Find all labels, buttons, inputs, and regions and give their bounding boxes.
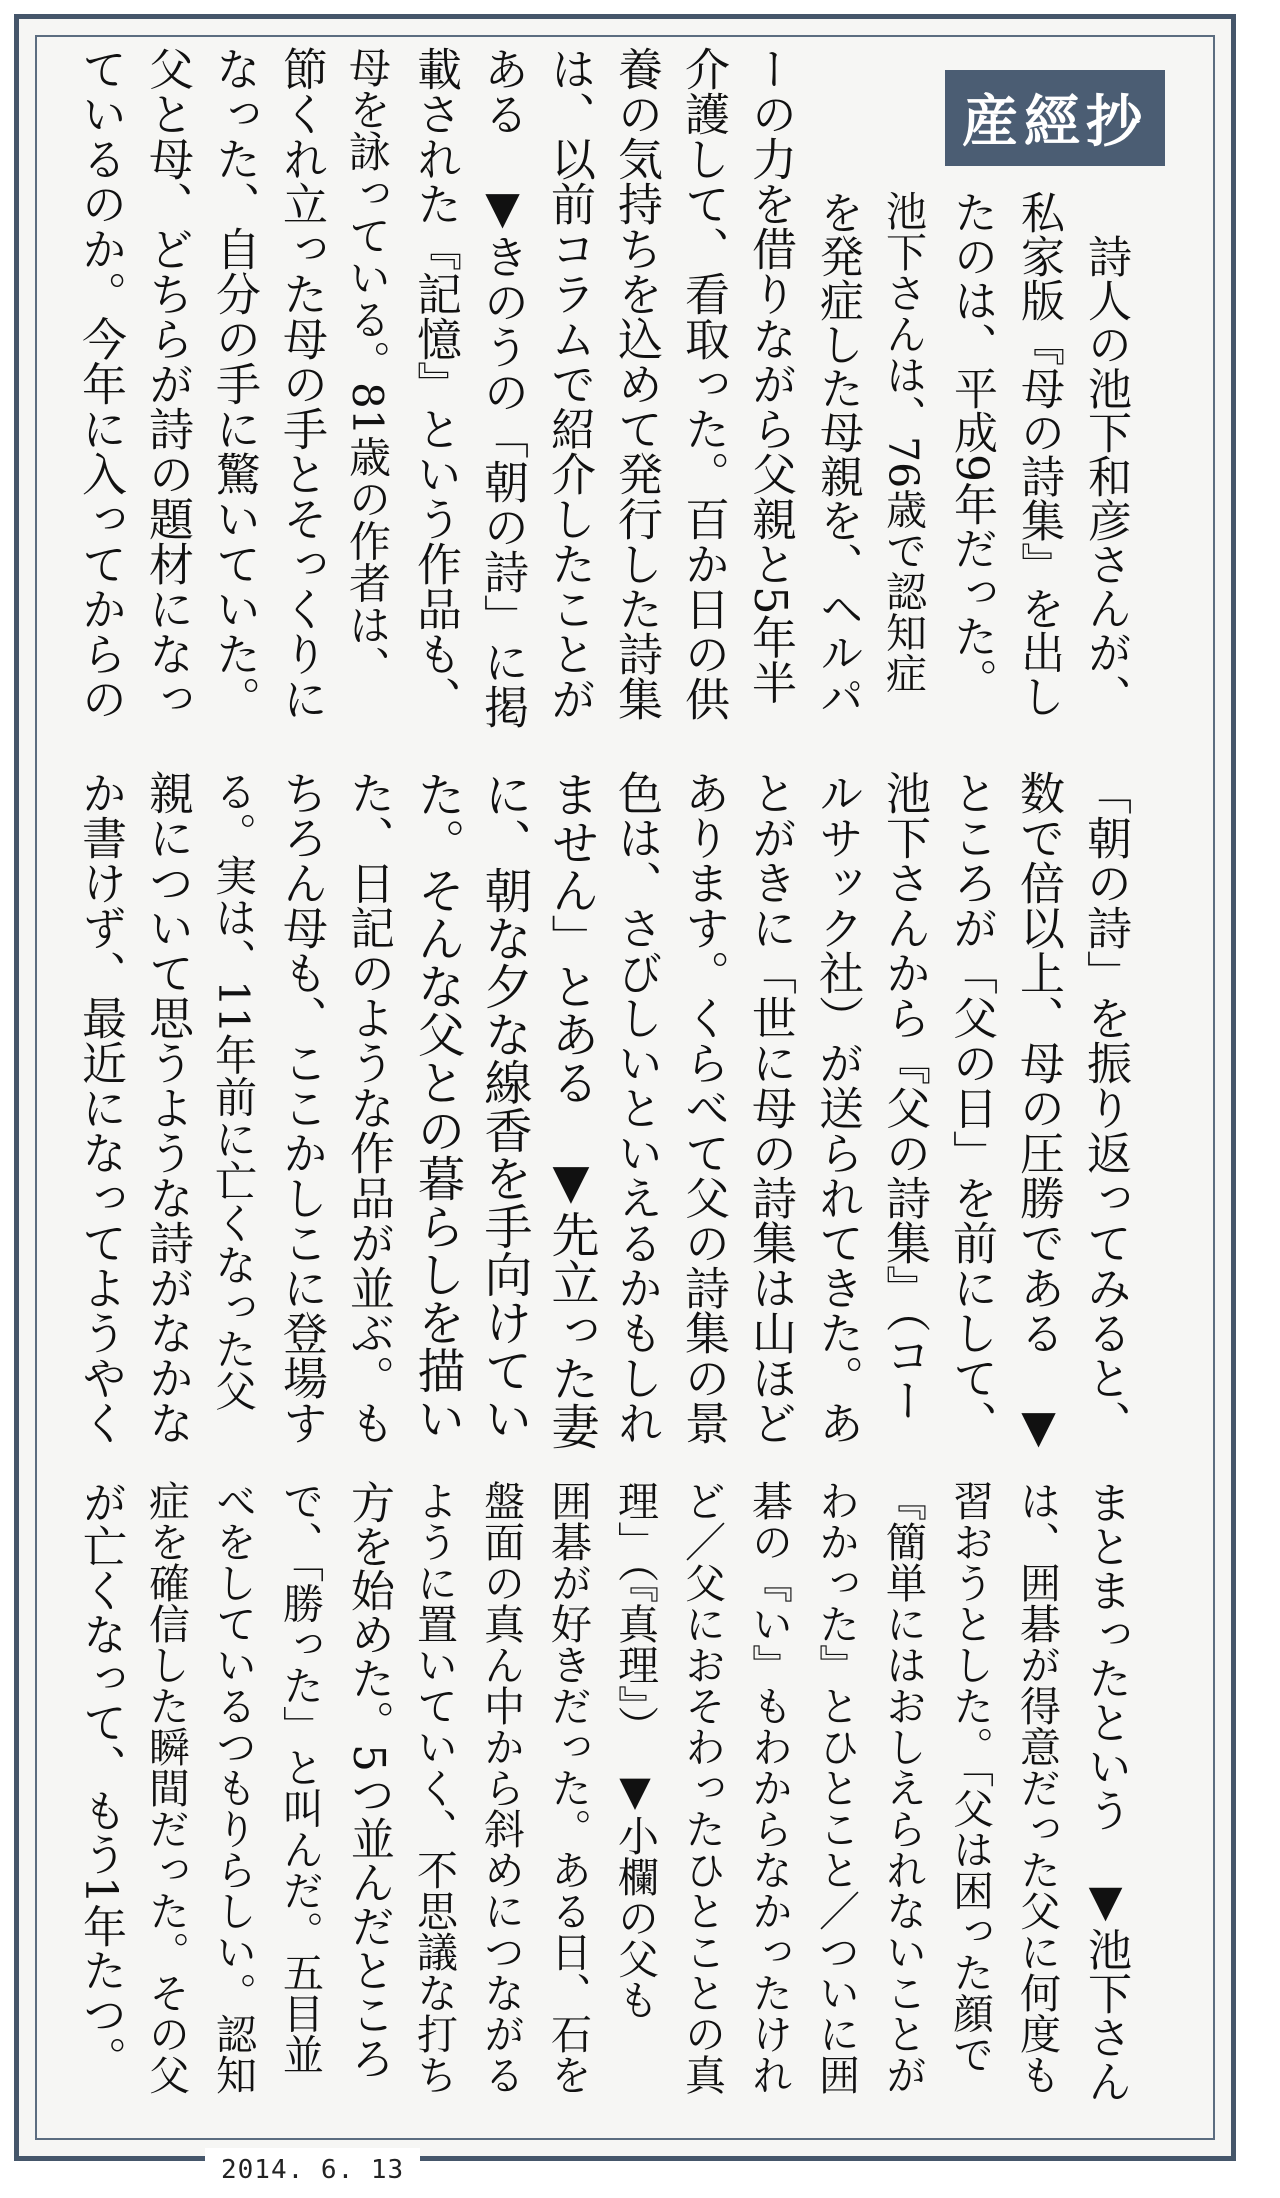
text-column: ているのか。今年に入ってからの [74, 46, 127, 721]
text-column: ちろん母も、ここかしこに登場す [275, 770, 328, 1445]
text-column: は、以前コラムで紹介したことが [543, 46, 596, 721]
text-column: 「朝の詩」を振り返ってみると、 [1079, 770, 1132, 1445]
text-column: わかった』とひとこと／ついに囲 [812, 1480, 860, 2095]
text-column: たのは、平成9年だった。 [946, 190, 997, 702]
text-column: 色は、さびしいといえるかもしれ [610, 770, 663, 1445]
text-column: が亡くなって、もう1年たつ。 [75, 1480, 126, 2080]
text-column: 方を始めた。5つ並んだところ [343, 1480, 394, 2080]
text-column: る。実は、11年前に亡くなった父 [209, 770, 258, 1412]
text-column: に、朝な夕な線香を手向けてい [476, 770, 532, 1442]
text-column: 節くれ立った母の手とそっくりに [275, 46, 328, 721]
text-column: を発症した母親を、ヘルパ [812, 190, 863, 718]
text-column: 数で倍以上、母の圧勝である ▼ [1012, 770, 1065, 1453]
text-column: 習おうとした。「父は困った顔で [946, 1480, 994, 2075]
text-column: 介護して、看取った。百か日の供 [677, 46, 730, 721]
text-column: 載された『記憶』という作品も、 [409, 46, 462, 721]
text-column: 症を確信した瞬間だった。その父 [142, 1480, 190, 2095]
text-column: 父と母、どちらが詩の題材になっ [141, 46, 194, 721]
text-column: 養の気持ちを込めて発行した詩集 [610, 46, 663, 721]
text-column: 碁の『い』もわからなかったけれ [745, 1480, 793, 2095]
text-column: ある ▼きのうの「朝の詩」に掲 [476, 46, 529, 729]
text-column: ところが「父の日」を前にして、 [945, 770, 998, 1445]
text-column: た。そんな父との暮らしを描い [409, 770, 465, 1442]
text-column: 『簡単にはおしえられないことが [879, 1480, 927, 2095]
text-column: べをしているつもりらしい。認知 [209, 1480, 257, 2095]
text-column: は、囲碁が得意だった父に何度も [1013, 1480, 1061, 2095]
text-column: ーの力を借りながら父親と5年半 [744, 46, 797, 705]
publication-date: 2014. 6. 13 [205, 2148, 420, 2192]
text-column: か書けず、最近になってようやく [74, 770, 127, 1445]
text-column: た、日記のような作品が並ぶ。も [342, 770, 395, 1445]
text-column: 理」（『真理』） ▼小欄の父も [611, 1480, 659, 2020]
text-column: あります。くらべて父の詩集の景 [677, 770, 730, 1445]
text-column: 詩人の池下和彦さんが、 [1080, 190, 1131, 718]
text-column: ルサック社）が送られてきた。あ [811, 770, 864, 1445]
text-column: 池下さんから『父の詩集』（コー [878, 770, 931, 1423]
text-column: ど／父におそわったひとことの真 [678, 1480, 726, 2095]
text-column: とがきに「世に母の詩集は山ほど [744, 770, 797, 1445]
text-column: まとまったという ▼池下さん [1080, 1480, 1131, 2103]
text-column: 私家版『母の詩集』を出し [1013, 190, 1064, 718]
column-title-badge: 産經抄 [945, 70, 1165, 166]
text-column: 池下さんは、76歳で認知症 [879, 190, 927, 694]
text-column: 母を詠っている。81歳の作者は、 [343, 46, 392, 688]
text-column: 親について思うような詩がなかな [141, 770, 194, 1445]
text-column: ように置いていく、不思議な打ち [410, 1480, 458, 2095]
text-column: で、「勝った」と叫んだ。五目並 [276, 1480, 324, 2075]
text-column: 囲碁が好きだった。ある日、石を [544, 1480, 592, 2095]
text-column: なった、自分の手に驚いていた。 [208, 46, 261, 721]
text-column: ません」とある ▼先立った妻 [543, 770, 599, 1450]
text-column: 盤面の真ん中から斜めにつながる [477, 1480, 525, 2095]
